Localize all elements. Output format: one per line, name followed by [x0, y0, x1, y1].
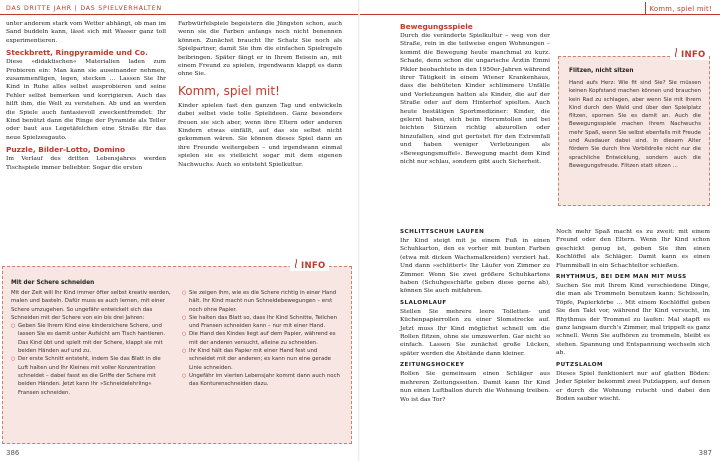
- paragraph: unter anderem stark vom Wetter abhängt, ob man im Sand buddeln kann, lässt sich mit Wasser ganz toll experimentieren.: [6, 21, 166, 44]
- heading-slalomlauf: SLALOMLAUF: [400, 299, 447, 306]
- head-rule-right: [360, 14, 720, 15]
- info-intro: Mit der Zeit will Ihr Kind immer öfter selbst kreativ werden, malen und basteln. Dafür muss es auch lernen, mit einer Schere umzugehen. So ungefähr entwickelt sich das Schneiden mit der Schere von ein bis drei Jahren:: [11, 290, 171, 321]
- info-body: Hand aufs Herz: Wie fit sind Sie? Sie müssen keinen Kopfstand machen können und brauchen kein Rad zu schlagen, aber wenn Sie mit Ihrem Kind durch den Wald und über den Spielplatz flitzen, spornen Sie es damit an. Auch die Bewegungsspiele machen Ihrem Nachwuchs mehr Spaß, wenn Sie selbst ebenfalls mit Freude und Ausdauer dabei sind. In diesem Alter fördern Sie durch Ihre Vorbildrolle nicht nur die sprachliche Entwicklung, sondern auch die Bewegungsfreude. Flitzen statt sitzen …: [569, 80, 701, 169]
- paragraph: Farbwürfelspiele begeistern die Jüngsten schon, auch wenn sie die Farben anfangs noch nicht benennen können. Zunächst braucht Ihr Schatz Sie noch als Spielpartner, damit Sie ihm die einfachen Spielregeln beibringen. Später fängt er in Ihrem Beisein an, mit einem Freund zu spielen, irgendwann klappt es dann ohne Sie.: [178, 21, 342, 78]
- paragraph: Kinder spielen fast den ganzen Tag und entwickeln dabei selbst viele tolle Spielideen. Ganz besonders freuen sie sich aber, wenn ihre Eltern oder anderen Kindern etwas einfällt, auf das sie selbst nicht gekommen wären. Sie können dieses Spiel dann an ihre Freunde weitergeben – und irgendwann einmal spielen sie es vielleicht sogar mit dem eigenen Nachwuchs. Auch so entsteht Spielkultur.: [178, 102, 342, 168]
- info-title: Mit der Schere schneiden: [11, 280, 95, 286]
- right-column-2: [556, 228, 710, 403]
- info-bullet: ○ Ihr Kind hält das Papier mit einer Hand fest und schneidet mit der anderen; es kann nun eine gerade Linie schneiden.: [182, 347, 343, 372]
- info-bullet: ○ Die Hand des Kindes liegt auf dem Papier, während es mit der anderen versucht, alleine zu schneiden.: [182, 330, 343, 347]
- paragraph: Im Verlauf des dritten Lebensjahres werden Tischspiele immer beliebter. Sogar die ersten: [6, 156, 166, 171]
- head-rule-left: [0, 14, 360, 15]
- heading-steckbrett: Steckbrett, Ringpyramide und Co.: [6, 48, 148, 58]
- heading-bewegungsspiele: Bewegungsspiele: [400, 22, 473, 31]
- paragraph: Rollen Sie gemeinsam einen Schläger aus mehreren Zeitungsseiten. Damit kann Ihr Kind nun einen Luftballon durch die Wohnung treiben. Wo ist das Tor?: [400, 371, 550, 403]
- paragraph: Ihr Kind steigt mit je einem Fuß in einen Schuhkarton, den es vorher mit bunten Farben (etwa mit dicken Wachsmalkreiden) verziert hat. Und dann »schlittert« Ihr Läufer von Zimmer zu Zimmer. Wenn Sie zwei größere Schuhkartons haben (Schuhgeschäfte geben diese gerne ab), können Sie auch mitfahren.: [400, 238, 550, 295]
- info-tab-label: INFO: [681, 50, 706, 60]
- info-tab-label: INFO: [301, 261, 326, 271]
- paragraph: Diese »didaktischen« Materialien laden zum Probieren ein: Man kann sie auseinander nehmen, zusammenfügen, legen, stecken … Lassen Sie Ihr Kind in Ruhe alles selbst ausprobieren und seine Fehler selbst bemerken und korrigieren. Auch das hilft ihm, die Welt zu verstehen. Ab und an werden die Spiele auch fantasievoll zweckentfremdet: Ihr Kind benützt dann die Ringe der Pyramide als Teller oder baut aus Legetäfelchen eine Straße für das neue Spielzeugauto.: [6, 59, 166, 141]
- info-column-left: [11, 289, 172, 397]
- paragraph: Stellen Sie mehrere leere Toiletten- und Küchenpapierrollen zu einer Slomstrecke auf. Jetzt muss Ihr Kind möglichst schnell um die Rollen flitzen, ohne sie umzuwerfen. Gar nicht so einfach. Lassen Sie zunächst große Lücken, später werden die Abstände dann kleiner.: [400, 308, 550, 357]
- left-column-1: [6, 20, 166, 172]
- heading-putzslalom: PUTZSLALOM: [556, 361, 604, 368]
- info-column-right: [182, 289, 343, 397]
- paragraph: Dieses Spiel funktioniert nur auf glatten Böden: Jeder Spieler bekommt zwei Putzlappen, auf denen er durch die Wohnung rutscht und dabei den Boden sauber wischt.: [556, 370, 710, 402]
- info-box-schere: [2, 266, 352, 444]
- info-title: Flitzen, nicht sitzen: [569, 68, 634, 74]
- right-column-1: [400, 228, 550, 404]
- heading-komm-spiel-mit: Komm, spiel mit!: [178, 83, 280, 98]
- info-tab-right: [670, 48, 709, 60]
- page-number-right: 387: [698, 449, 712, 457]
- info-box-flitzen: [558, 56, 710, 206]
- right-page: [360, 0, 720, 461]
- info-bullet: ○ Ungefähr im vierten Lebensjahr kommt dann auch noch das Konturenschneiden dazu.: [182, 372, 343, 389]
- heading-rhythmus: RHYTHMUS, BEI DEM MAN MIT MUSS: [556, 274, 687, 281]
- info-bullet: ○ Geben Sie Ihrem Kind eine kindersichere Schere, und lassen Sie es damit unter Aufsicht am Tisch hantieren. Das Kind übt und spielt mit der Schere, klappt sie mit beiden Händen auf und zu.: [11, 322, 172, 355]
- running-head-right: Komm, spiel mit!: [649, 5, 712, 13]
- right-top-column: [400, 22, 550, 167]
- info-bullet: ○ Der erste Schnitt entsteht, indem Sie das Blatt in die Luft halten und Ihr Kleines mit voller Konzentration schneidet – dabei fasst es die Griffe der Schere mit beiden Händen. Jetzt kann Ihr »Schneidelehrling« Fransen schneiden.: [11, 355, 172, 396]
- heading-schlittschuh: SCHLITTSCHUH LAUFEN: [400, 229, 485, 235]
- heading-zeitungshockey: ZEITUNGSHOCKEY: [400, 362, 465, 369]
- head-divider: [645, 2, 646, 14]
- paragraph: Durch die veränderte Spielkultur – weg von der Straße, rein in die teilweise engen Wohnungen – kommt die Bewegung heute manchmal zu kurz. Schade, denn schon die ungarische Ärztin Emmi Pikler beobachtete in den 1950er-Jahren während ihrer Tätigkeit in einem Wiener Krankenhaus, dass die behüteten Kinder schlimmere Unfälle und Verletzungen hatten als Kinder, die auf der Straße oder auf dem Hinterhof spielten. Auch heute bestätigen Sportmediziner: Kinder, die gelernt haben, sich beim Herumtollen und bei leichten Stürzen richtig abzurollen oder hinzufallen, sind gut gerüstet für den Extremfall und haben weniger Verletzungen als »Bewegungsmuffel«. Bewegung macht dem Kind nicht nur schlau, sondern gibt auch Sicherheit.: [400, 33, 550, 166]
- info-bullet: ○ Sie halten das Blatt so, dass Ihr Kind Schnitte, Teilchen und Fransen schneiden kann – nur mit einer Hand.: [182, 314, 343, 331]
- info-icon: [673, 48, 679, 60]
- paragraph: Noch mehr Spaß macht es zu zweit: mit einem Freund oder den Eltern. Wenn Ihr Kind schon geschickt genug ist, geben Sie ihm einen Kochlöffel als Schläger. Damit kann es einen Flummiball in ein Schachteltor schießen.: [556, 229, 710, 269]
- page-number-left: 386: [6, 449, 20, 457]
- heading-puzzle: Puzzle, Bilder-Lotto, Domino: [6, 145, 126, 155]
- left-column-2: [178, 20, 342, 169]
- info-bullet: ○ Sie zeigen ihm, wie es die Schere richtig in einer Hand hält. Ihr Kind macht nun Schneidebewegungen – erst noch ohne Papier.: [182, 289, 343, 314]
- info-tab-left: [290, 259, 329, 271]
- paragraph: Suchen Sie mit Ihrem Kind verschiedene Dinge, die man als Trommeln benutzen kann: Schüsseln, Töpfe, Papierkörbe … Mit einem Kochlöffel geben Sie den Takt vor, während Ihr Kind versucht, im Rhythmus der Trommel zu laufen: Mal stapft es ganz langsam durch's Zimmer, mal trippelt es ganz schnell. Wenn Sie aufhören zu trommeln, bleibt es stehen. Spannung und Entspannung wechseln sich ab.: [556, 283, 710, 357]
- info-icon: [293, 259, 299, 271]
- running-head-left: DAS DRITTE JAHR | DAS SPIELVERHALTEN: [6, 5, 162, 12]
